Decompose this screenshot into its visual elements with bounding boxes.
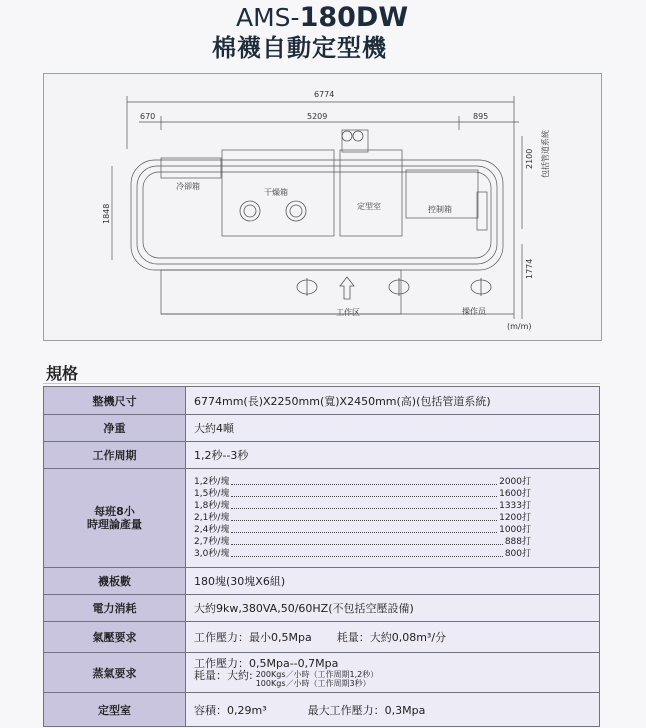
spec-row <box>44 387 600 415</box>
chamber-volume: 容積：0,29m³ <box>194 703 267 717</box>
spec-row <box>44 622 600 653</box>
spec-value: 6774mm(長)X2250mm(寬)X2450mm(高)(包括管道系統) <box>186 387 600 415</box>
output-qty: 2000打 <box>499 477 531 487</box>
model-title: AMS-180DW <box>236 2 409 33</box>
spec-row <box>44 415 600 442</box>
spec-label: 襪板數 <box>44 568 186 595</box>
output-qty: 1333打 <box>499 501 531 511</box>
dim-left-offset: 670 <box>140 112 156 121</box>
output-row <box>194 488 591 500</box>
spec-row <box>44 595 600 622</box>
spec-label-line: 每班8小 <box>94 505 135 518</box>
output-cycle: 1,8秒/塊 <box>194 501 230 511</box>
spec-label-output <box>44 469 186 568</box>
operator-label: 操作员 <box>462 307 486 316</box>
dim-right-offset: 895 <box>473 112 489 121</box>
steam-consumption-label: 耗量：大約: <box>194 668 253 682</box>
air-pressure: 工作壓力：最小0,5Mpa <box>194 631 312 644</box>
output-row <box>194 524 591 536</box>
output-qty: 1200打 <box>499 513 531 523</box>
dim-height: 2100 <box>525 148 534 169</box>
spec-value <box>186 622 600 653</box>
layout-diagram <box>43 73 602 341</box>
output-qty: 1600打 <box>499 489 531 499</box>
output-cycle: 2,1秒/塊 <box>194 513 230 523</box>
steam-pressure: 工作壓力：0,5Mpa--0,7Mpa <box>194 656 339 670</box>
spec-label: 氣壓要求 <box>44 622 186 653</box>
unit-label: (m/m) <box>507 322 532 331</box>
spec-value <box>186 653 600 693</box>
dim-work-depth: 1774 <box>525 258 534 279</box>
output-row <box>194 512 591 524</box>
output-cycle: 1,2秒/塊 <box>194 477 230 487</box>
spec-label: 定型室 <box>44 693 186 727</box>
steam-consumption-b: 100Kgs／小時（工作周期3秒） <box>255 678 371 688</box>
output-qty: 1000打 <box>499 525 531 535</box>
output-qty: 888打 <box>504 537 531 547</box>
section-title: 規格 <box>46 364 79 383</box>
output-row <box>194 476 591 488</box>
dim-total-width: 1848 <box>102 203 111 224</box>
output-row <box>194 536 591 548</box>
chamber-max-pressure: 最大工作壓力：0,3Mpa <box>307 703 426 717</box>
spec-row <box>44 442 600 469</box>
output-cycle: 3,0秒/塊 <box>194 549 230 559</box>
spec-row <box>44 568 600 595</box>
output-qty: 800打 <box>504 549 531 559</box>
spec-label-line: 時理論產量 <box>87 518 142 531</box>
duct-note: 包括管道系統 <box>541 130 550 178</box>
output-cycle: 2,4秒/塊 <box>194 525 230 535</box>
spec-label: 蒸氣要求 <box>44 653 186 693</box>
spec-row-output <box>44 469 600 568</box>
spec-label: 净重 <box>44 415 186 442</box>
spec-value: 1,2秒--3秒 <box>186 442 600 469</box>
spec-value: 大約4噸 <box>186 415 600 442</box>
output-list <box>186 469 600 568</box>
output-row <box>194 500 591 512</box>
zone-cooling-box: 冷卻箱 <box>176 182 200 191</box>
spec-label: 電力消耗 <box>44 595 186 622</box>
spec-table <box>43 386 600 727</box>
dim-middle-length: 5209 <box>307 112 328 121</box>
output-cycle: 1,5秒/塊 <box>194 489 230 499</box>
output-row <box>194 548 591 560</box>
spec-label: 工作周期 <box>44 442 186 469</box>
spec-value: 180塊(30塊X6組) <box>186 568 600 595</box>
spec-value: 大約9kw,380VA,50/60HZ(不包括空壓設備) <box>186 595 600 622</box>
work-area-label: 工作区 <box>336 308 360 317</box>
output-cycle: 2,7秒/塊 <box>194 537 230 547</box>
zone-setting-chamber: 定型室 <box>357 202 381 211</box>
zone-drying-box: 干燥箱 <box>264 188 288 197</box>
spec-value <box>186 693 600 727</box>
spec-row <box>44 653 600 693</box>
zone-control-box: 控制箱 <box>428 205 452 214</box>
spec-row <box>44 693 600 727</box>
spec-label: 整機尺寸 <box>44 387 186 415</box>
air-consumption: 耗量：大約0,08m³/分 <box>336 631 447 644</box>
product-name: 棉襪自動定型機 <box>212 34 387 62</box>
steam-consumption-a: 200Kgs／小時（工作周期1,2秒） <box>255 669 379 679</box>
section-divider <box>43 383 600 384</box>
dim-total-length: 6774 <box>314 90 335 99</box>
